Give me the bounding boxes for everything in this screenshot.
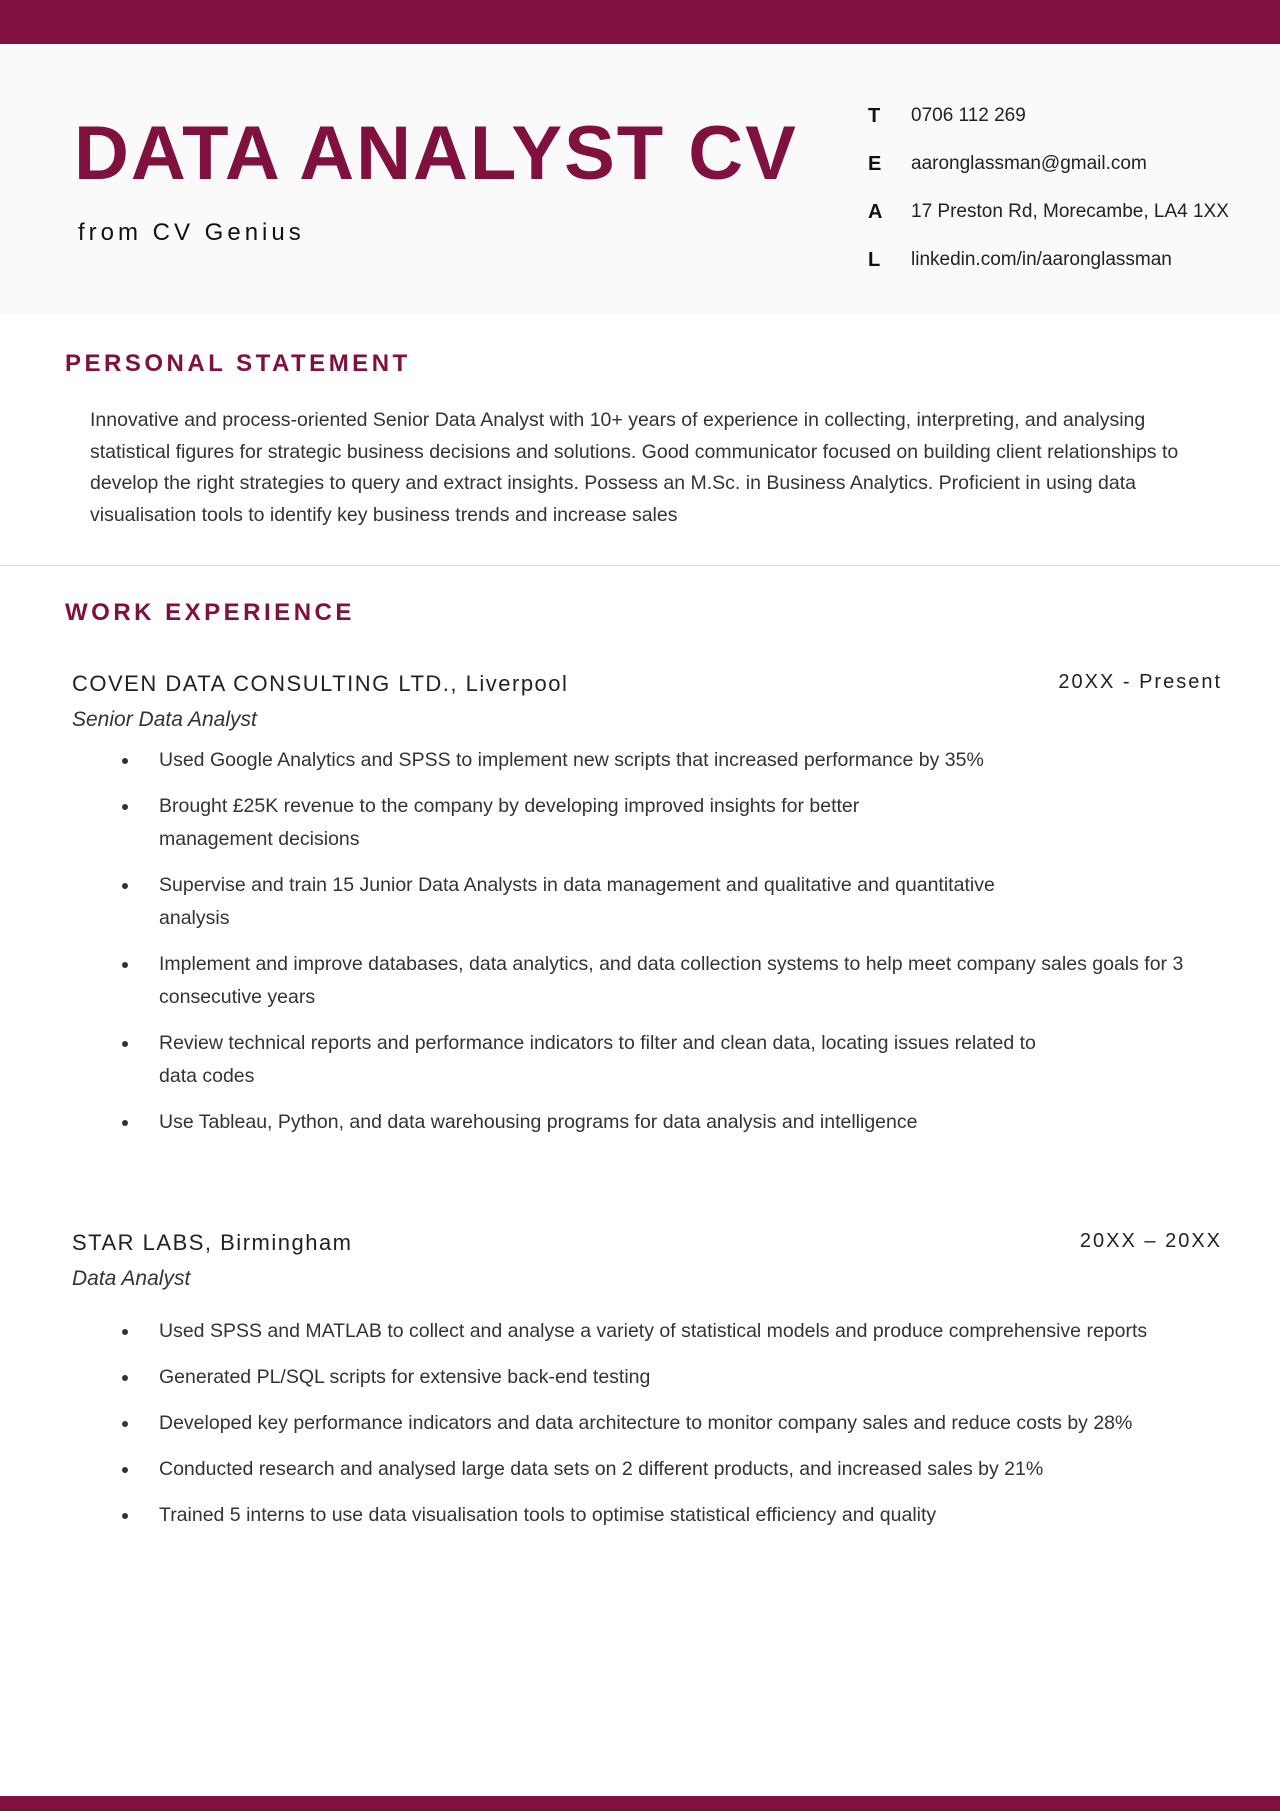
job-bullet: Trained 5 interns to use data visualisation tools to optimise statistical efficiency and quality bbox=[72, 1499, 1222, 1532]
job-header bbox=[72, 671, 1222, 705]
personal-statement-text: Innovative and process-oriented Senior Data Analyst with 10+ years of experience in collecting, interpreting, and analysing statistical figures for strategic business decisions and solutions. Good communicator focused on building client relationships to develop the right strategies to query and extract insights. Possess an M.Sc. in Business Analytics. Proficient in using data visualisation tools to identify key business trends and increase sales bbox=[90, 409, 1179, 526]
job-bullet: Brought £25K revenue to the company by developing improved insights for better management decisions bbox=[72, 790, 919, 856]
job-bullet: Used Google Analytics and SPSS to implement new scripts that increased performance by 35% bbox=[72, 744, 1222, 777]
job-bullet: Implement and improve databases, data analytics, and data collection systems to help meet company sales goals for 3 consecutive years bbox=[72, 948, 1222, 1014]
job-bullet: Conducted research and analysed large data sets on 2 different products, and increased sales by 21% bbox=[72, 1453, 1222, 1486]
top-accent-bar bbox=[0, 0, 1280, 44]
job-dates: 20XX – 20XX bbox=[1079, 1230, 1222, 1252]
job-role: Senior Data Analyst bbox=[72, 708, 257, 731]
job-bullets bbox=[72, 1315, 1222, 1532]
job-employer: STAR LABS, Birmingham bbox=[72, 1230, 353, 1255]
contact-key-linkedin: L bbox=[868, 248, 881, 271]
contact-row-linkedin bbox=[868, 236, 1268, 284]
bottom-accent-bar bbox=[0, 1796, 1280, 1811]
contact-address: 17 Preston Rd, Morecambe, LA4 1XX bbox=[911, 201, 1229, 222]
contact-row-phone bbox=[868, 92, 1268, 140]
job-bullets bbox=[72, 744, 1222, 1139]
work-experience-heading: WORK EXPERIENCE bbox=[65, 599, 355, 626]
contact-linkedin[interactable]: linkedin.com/in/aaronglassman bbox=[911, 249, 1172, 270]
job-bullet: Use Tableau, Python, and data warehousing programs for data analysis and intelligence bbox=[72, 1106, 1222, 1139]
contact-key-address: A bbox=[868, 200, 883, 223]
job-bullet: Generated PL/SQL scripts for extensive back-end testing bbox=[72, 1361, 1222, 1394]
contact-list bbox=[868, 92, 1268, 284]
job-role: Data Analyst bbox=[72, 1267, 191, 1290]
job-entry-coven bbox=[72, 671, 1222, 1139]
personal-statement-heading: PERSONAL STATEMENT bbox=[65, 350, 411, 377]
cv-subtitle: from CV Genius bbox=[78, 219, 305, 246]
job-dates: 20XX - Present bbox=[1058, 671, 1222, 693]
contact-row-email bbox=[868, 140, 1268, 188]
cv-title: DATA ANALYST CV bbox=[74, 111, 798, 196]
job-bullet: Developed key performance indicators and data architecture to monitor company sales and reduce costs by 28% bbox=[72, 1407, 1222, 1440]
contact-email[interactable]: aaronglassman@gmail.com bbox=[911, 153, 1147, 174]
contact-phone[interactable]: 0706 112 269 bbox=[911, 105, 1026, 126]
job-bullet: Used SPSS and MATLAB to collect and analyse a variety of statistical models and produce comprehensive reports bbox=[72, 1315, 1222, 1348]
job-bullet: Supervise and train 15 Junior Data Analysts in data management and qualitative and quantitative analysis bbox=[72, 869, 1014, 935]
contact-key-email: E bbox=[868, 152, 882, 175]
job-employer: COVEN DATA CONSULTING LTD., Liverpool bbox=[72, 671, 569, 696]
section-divider bbox=[0, 565, 1280, 566]
job-bullet: Review technical reports and performance indicators to filter and clean data, locating issues related to data codes bbox=[72, 1027, 1079, 1093]
job-header bbox=[72, 1230, 1222, 1264]
contact-key-phone: T bbox=[868, 104, 881, 127]
contact-row-address bbox=[868, 188, 1268, 236]
job-entry-star-labs bbox=[72, 1230, 1222, 1532]
